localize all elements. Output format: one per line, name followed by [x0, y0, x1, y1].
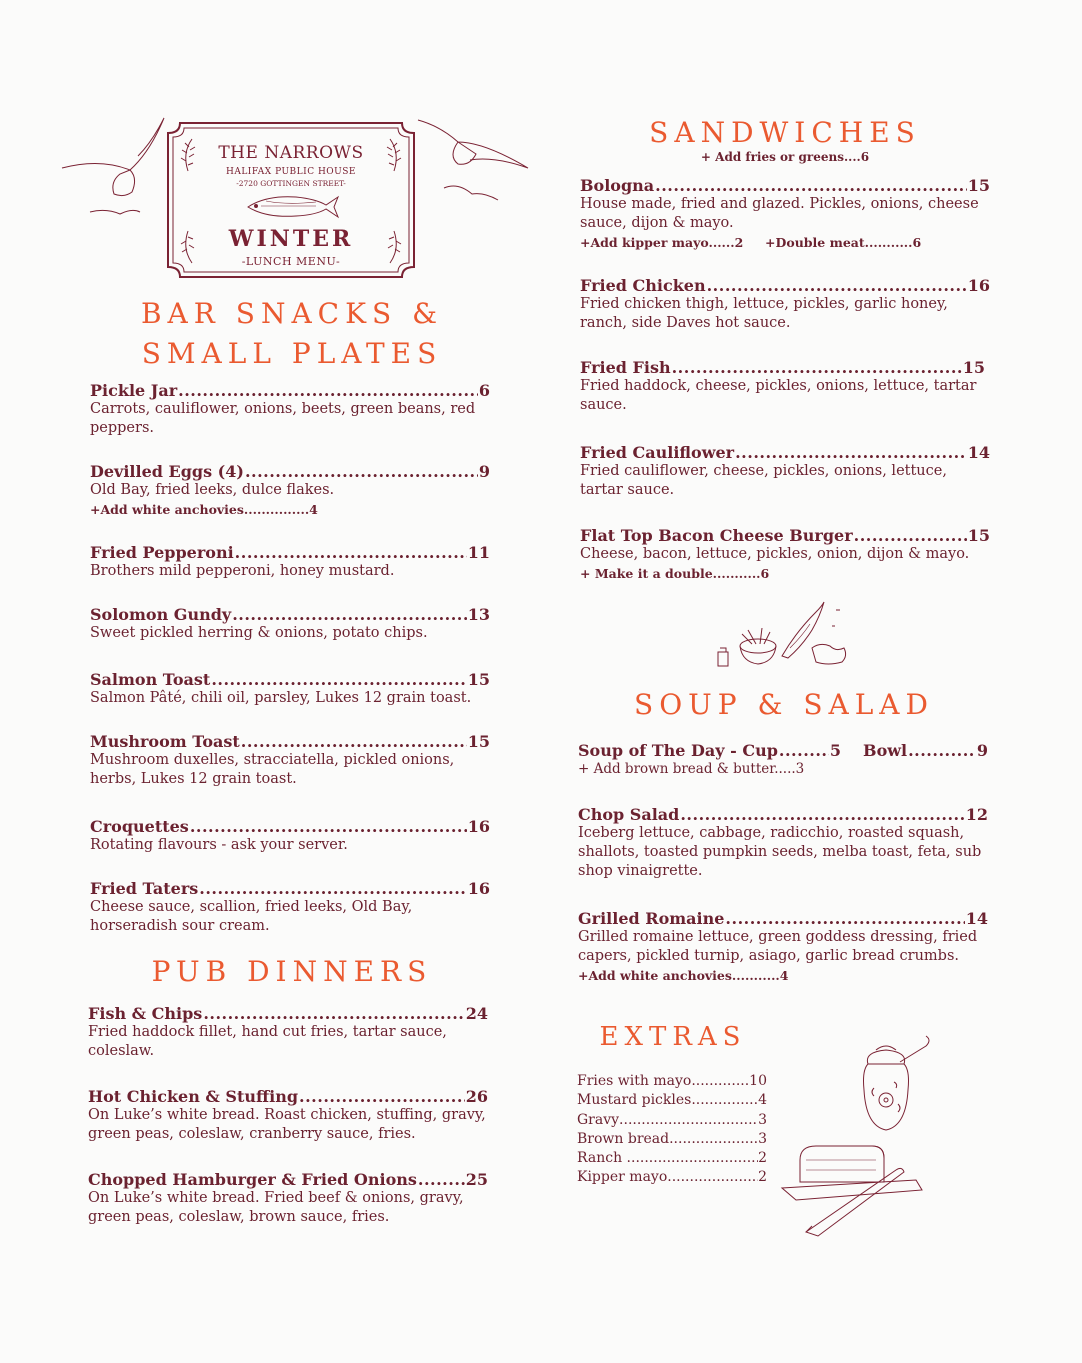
section-title-soup-salad: SOUP & SALAD	[634, 688, 934, 721]
item-name: Chop Salad	[578, 805, 680, 824]
item-price: 14	[967, 443, 990, 462]
item-name: Fried Pepperoni	[90, 543, 234, 562]
menu-item	[90, 879, 490, 936]
menu-item	[90, 381, 490, 438]
item-price: 16	[467, 879, 490, 898]
item-price: 12	[965, 805, 988, 824]
item-addon: + Make it a double...........6	[580, 566, 770, 581]
item-price: 25	[465, 1170, 488, 1189]
menu-item	[578, 805, 988, 881]
item-price: 16	[967, 276, 990, 295]
jar-and-bread-illustration-icon	[776, 1030, 952, 1242]
logo-season: WINTER	[228, 226, 354, 252]
menu-item	[90, 605, 490, 643]
item-description: On Luke’s white bread. Roast chicken, stuffing, gravy, green peas, coleslaw, cranberry sauce, fries.	[88, 1107, 486, 1142]
item-description: Fried cauliflower, cheese, pickles, onions, lettuce, tartar sauce.	[580, 463, 947, 498]
item-description: Carrots, cauliflower, onions, beets, green beans, red peppers.	[90, 401, 476, 436]
item-description: Old Bay, fried leeks, dulce flakes.	[90, 482, 335, 498]
logo-restaurant-name: THE NARROWS	[218, 143, 364, 163]
menu-item	[88, 1170, 488, 1227]
seagull-left-icon	[60, 112, 170, 222]
logo-subtitle: HALIFAX PUBLIC HOUSE	[225, 167, 357, 177]
item-name: Fried Taters	[90, 879, 199, 898]
extra-name: Ranch	[577, 1150, 627, 1167]
item-price: 9	[478, 462, 490, 481]
item-price-cup: 5	[829, 741, 842, 760]
item-description: Mushroom duxelles, stracciatella, pickled onions, herbs, Lukes 12 grain toast.	[90, 752, 455, 787]
item-name: Grilled Romaine	[578, 909, 725, 928]
item-description: Fried chicken thigh, lettuce, pickles, garlic honey, ranch, side Daves hot sauce.	[580, 296, 948, 331]
menu-item-soup	[578, 741, 988, 779]
item-description: Grilled romaine lettuce, green goddess dressing, fried capers, pickled turnip, asiago, garlic bread crumbs.	[578, 929, 978, 964]
menu-item	[88, 1087, 488, 1144]
section-title-extras: EXTRAS	[599, 1022, 747, 1052]
extra-item	[577, 1091, 767, 1110]
item-name: Fried Fish	[580, 358, 671, 377]
extra-name: Mustard pickles	[577, 1092, 692, 1109]
item-price: 15	[467, 732, 490, 751]
section-title-bar-snacks: BAR SNACKS &	[140, 297, 444, 330]
item-description: Cheese, bacon, lettuce, pickles, onion, dijon & mayo.	[580, 546, 970, 562]
item-name: Salmon Toast	[90, 670, 211, 689]
item-description: Fried haddock, cheese, pickles, onions, lettuce, tartar sauce.	[580, 378, 977, 413]
menu-item	[580, 176, 990, 252]
item-addon: + Add brown bread & butter.....3	[578, 761, 805, 777]
menu-item	[580, 358, 985, 415]
item-price: 6	[478, 381, 490, 400]
item-name: Bologna	[580, 176, 655, 195]
item-name-bowl: Bowl	[863, 741, 908, 760]
item-price: 26	[465, 1087, 488, 1106]
item-description: Cheese sauce, scallion, fried leeks, Old Bay, horseradish sour cream.	[90, 899, 413, 934]
herring-icon	[248, 197, 338, 217]
menu-item	[88, 1004, 488, 1061]
item-name: Soup of The Day - Cup	[578, 741, 778, 760]
item-price: 16	[467, 817, 490, 836]
menu-item	[578, 909, 988, 985]
item-description: Iceberg lettuce, cabbage, radicchio, roasted squash, shallots, toasted pumpkin seeds, melba toast, feta, sub shop vinaigrette.	[578, 825, 982, 879]
item-description: Brothers mild pepperoni, honey mustard.	[90, 563, 395, 579]
menu-item	[90, 732, 490, 789]
logo-menu-label: -LUNCH MENU-	[241, 255, 341, 268]
extra-name: Gravy	[577, 1111, 620, 1128]
menu-item	[580, 443, 990, 500]
item-description: Rotating flavours - ask your server.	[90, 837, 348, 853]
menu-item	[90, 543, 490, 581]
item-price: 15	[967, 176, 990, 195]
sandwiches-note: + Add fries or greens....6	[700, 150, 870, 164]
item-price: 15	[467, 670, 490, 689]
section-title-pub-dinners: PUB DINNERS	[151, 955, 433, 988]
extra-item	[577, 1130, 767, 1149]
extra-name: Brown bread	[577, 1130, 670, 1147]
item-name: Pickle Jar	[90, 381, 178, 400]
extra-name: Fries with mayo	[577, 1073, 692, 1089]
item-price: 13	[467, 605, 490, 624]
item-addon: +Add white anchovies...............4	[90, 502, 318, 517]
item-addon: +Add white anchovies...........4	[578, 968, 789, 983]
section-title-sandwiches: SANDWICHES	[649, 116, 921, 149]
menu-item	[90, 462, 490, 519]
item-name: Hot Chicken & Stuffing	[88, 1087, 299, 1106]
item-price: 15	[962, 358, 985, 377]
item-description: On Luke’s white bread. Fried beef & onions, gravy, green peas, coleslaw, brown sauce, fries.	[88, 1190, 464, 1225]
item-description: Sweet pickled herring & onions, potato chips.	[90, 625, 428, 641]
item-price: 15	[967, 526, 990, 545]
item-description: Fried haddock fillet, hand cut fries, tartar sauce, coleslaw.	[88, 1024, 447, 1059]
item-name: Chopped Hamburger & Fried Onions	[88, 1170, 417, 1189]
item-name: Devilled Eggs (4)	[90, 462, 244, 481]
extra-price: 4	[758, 1092, 767, 1109]
item-name: Fried Chicken	[580, 276, 706, 295]
extra-price: 3	[758, 1111, 767, 1128]
item-name: Flat Top Bacon Cheese Burger	[580, 526, 853, 545]
extra-item	[577, 1111, 767, 1130]
extra-price: 2	[758, 1169, 767, 1186]
item-addon: +Add kipper mayo......2 +Double meat...........6	[580, 235, 922, 250]
extra-price: 10	[749, 1073, 767, 1089]
item-name: Fried Cauliflower	[580, 443, 735, 462]
restaurant-logo	[166, 121, 416, 279]
section-title-small-plates: SMALL PLATES	[141, 337, 443, 370]
item-name: Fish & Chips	[88, 1004, 203, 1023]
logo-address: -2720 GOTTINGEN STREET-	[236, 179, 346, 188]
item-description: Salmon Pâté, chili oil, parsley, Lukes 12 grain toast.	[90, 690, 472, 706]
item-description: House made, fried and glazed. Pickles, onions, cheese sauce, dijon & mayo.	[580, 196, 979, 231]
extra-item	[577, 1149, 767, 1168]
item-name: Croquettes	[90, 817, 189, 836]
menu-item	[90, 817, 490, 855]
menu-item	[580, 276, 990, 333]
extra-name: Kipper mayo	[577, 1169, 668, 1186]
item-name: Solomon Gundy	[90, 605, 232, 624]
extra-price: 2	[758, 1150, 767, 1167]
extra-item	[577, 1072, 767, 1091]
menu-item	[90, 670, 490, 708]
extra-item	[577, 1168, 767, 1187]
menu-item	[580, 526, 990, 583]
extra-price: 3	[758, 1130, 767, 1147]
item-price: 14	[965, 909, 988, 928]
item-price: 11	[467, 543, 490, 562]
item-name: Mushroom Toast	[90, 732, 240, 751]
seagull-right-icon	[414, 112, 534, 222]
item-price-bowl: 9	[976, 741, 988, 760]
item-price: 24	[465, 1004, 488, 1023]
chowder-illustration-icon	[712, 596, 858, 676]
extras-list	[577, 1072, 767, 1188]
